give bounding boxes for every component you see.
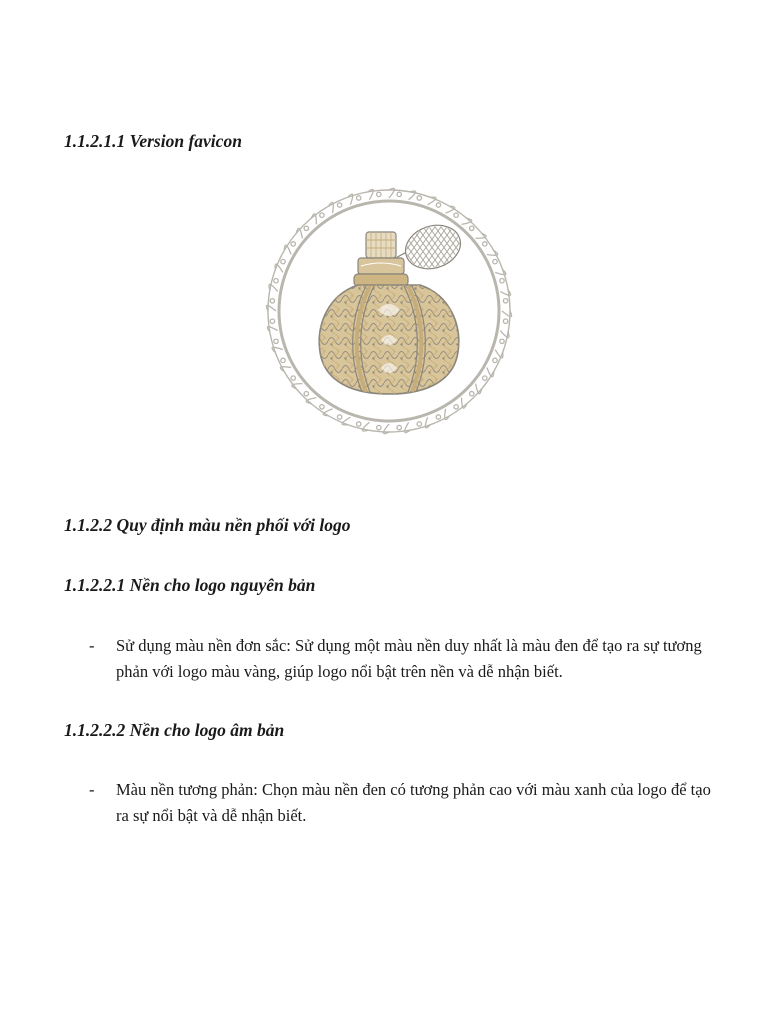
frame-curl <box>454 405 458 409</box>
frame-curl <box>304 392 308 396</box>
heading-background-original-logo: 1.1.2.2.1 Nền cho logo nguyên bản <box>64 575 316 595</box>
frame-curl <box>436 203 440 207</box>
heading-version-favicon: 1.1.2.1.1 Version favicon <box>64 131 242 151</box>
frame-curl <box>320 213 324 217</box>
frame-curl <box>417 196 421 200</box>
frame-curl <box>377 192 381 196</box>
heading-background-rules: 1.1.2.2 Quy định màu nền phối với logo <box>64 515 351 535</box>
frame-curl <box>500 279 504 283</box>
bullet-item-negative-background <box>89 777 719 829</box>
frame-curl <box>470 392 474 396</box>
bottle-cap <box>366 232 396 258</box>
frame-curl <box>483 376 487 380</box>
frame-curl <box>270 299 274 303</box>
frame-curl <box>320 405 324 409</box>
frame-curl <box>470 226 474 230</box>
frame-curl <box>503 319 507 323</box>
frame-curl <box>436 415 440 419</box>
frame-curl <box>274 279 278 283</box>
frame-curl <box>270 319 274 323</box>
frame-curl <box>291 242 295 246</box>
frame-curl <box>281 259 285 263</box>
frame-curl <box>274 339 278 343</box>
bullet-dash: - <box>89 780 95 799</box>
frame-curl <box>304 226 308 230</box>
bottle-body <box>313 280 465 400</box>
favicon-logo <box>258 180 520 442</box>
frame-curl <box>337 203 341 207</box>
frame-curl <box>500 339 504 343</box>
bullet-dash: - <box>89 636 95 655</box>
perfume-bottle-icon <box>258 180 520 442</box>
heading-background-negative-logo: 1.1.2.2.2 Nền cho logo âm bản <box>64 720 285 740</box>
frame-curl <box>357 422 361 426</box>
bottle-neck <box>354 258 408 286</box>
frame-curl <box>493 358 497 362</box>
frame-curl <box>417 422 421 426</box>
frame-curl <box>291 376 295 380</box>
frame-curl <box>377 425 381 429</box>
bullet-text: Sử dụng màu nền đơn sắc: Sử dụng một màu nền duy nhất là màu đen để tạo ra sự tương phản với logo màu vàng, giúp logo nổi bật trên nền và dễ nhận biết. <box>116 636 702 681</box>
bullet-item-original-background <box>89 633 719 685</box>
frame-curl <box>337 415 341 419</box>
frame-curl <box>493 259 497 263</box>
frame-curl <box>483 242 487 246</box>
frame-curl <box>357 196 361 200</box>
frame-curl <box>503 299 507 303</box>
frame-curl <box>397 192 401 196</box>
frame-curl <box>397 425 401 429</box>
frame-curl <box>454 213 458 217</box>
frame-curl <box>281 358 285 362</box>
bullet-text: Màu nền tương phản: Chọn màu nền đen có tương phản cao với màu xanh của logo để tạo ra sự nổi bật và dễ nhận biết. <box>116 780 711 825</box>
